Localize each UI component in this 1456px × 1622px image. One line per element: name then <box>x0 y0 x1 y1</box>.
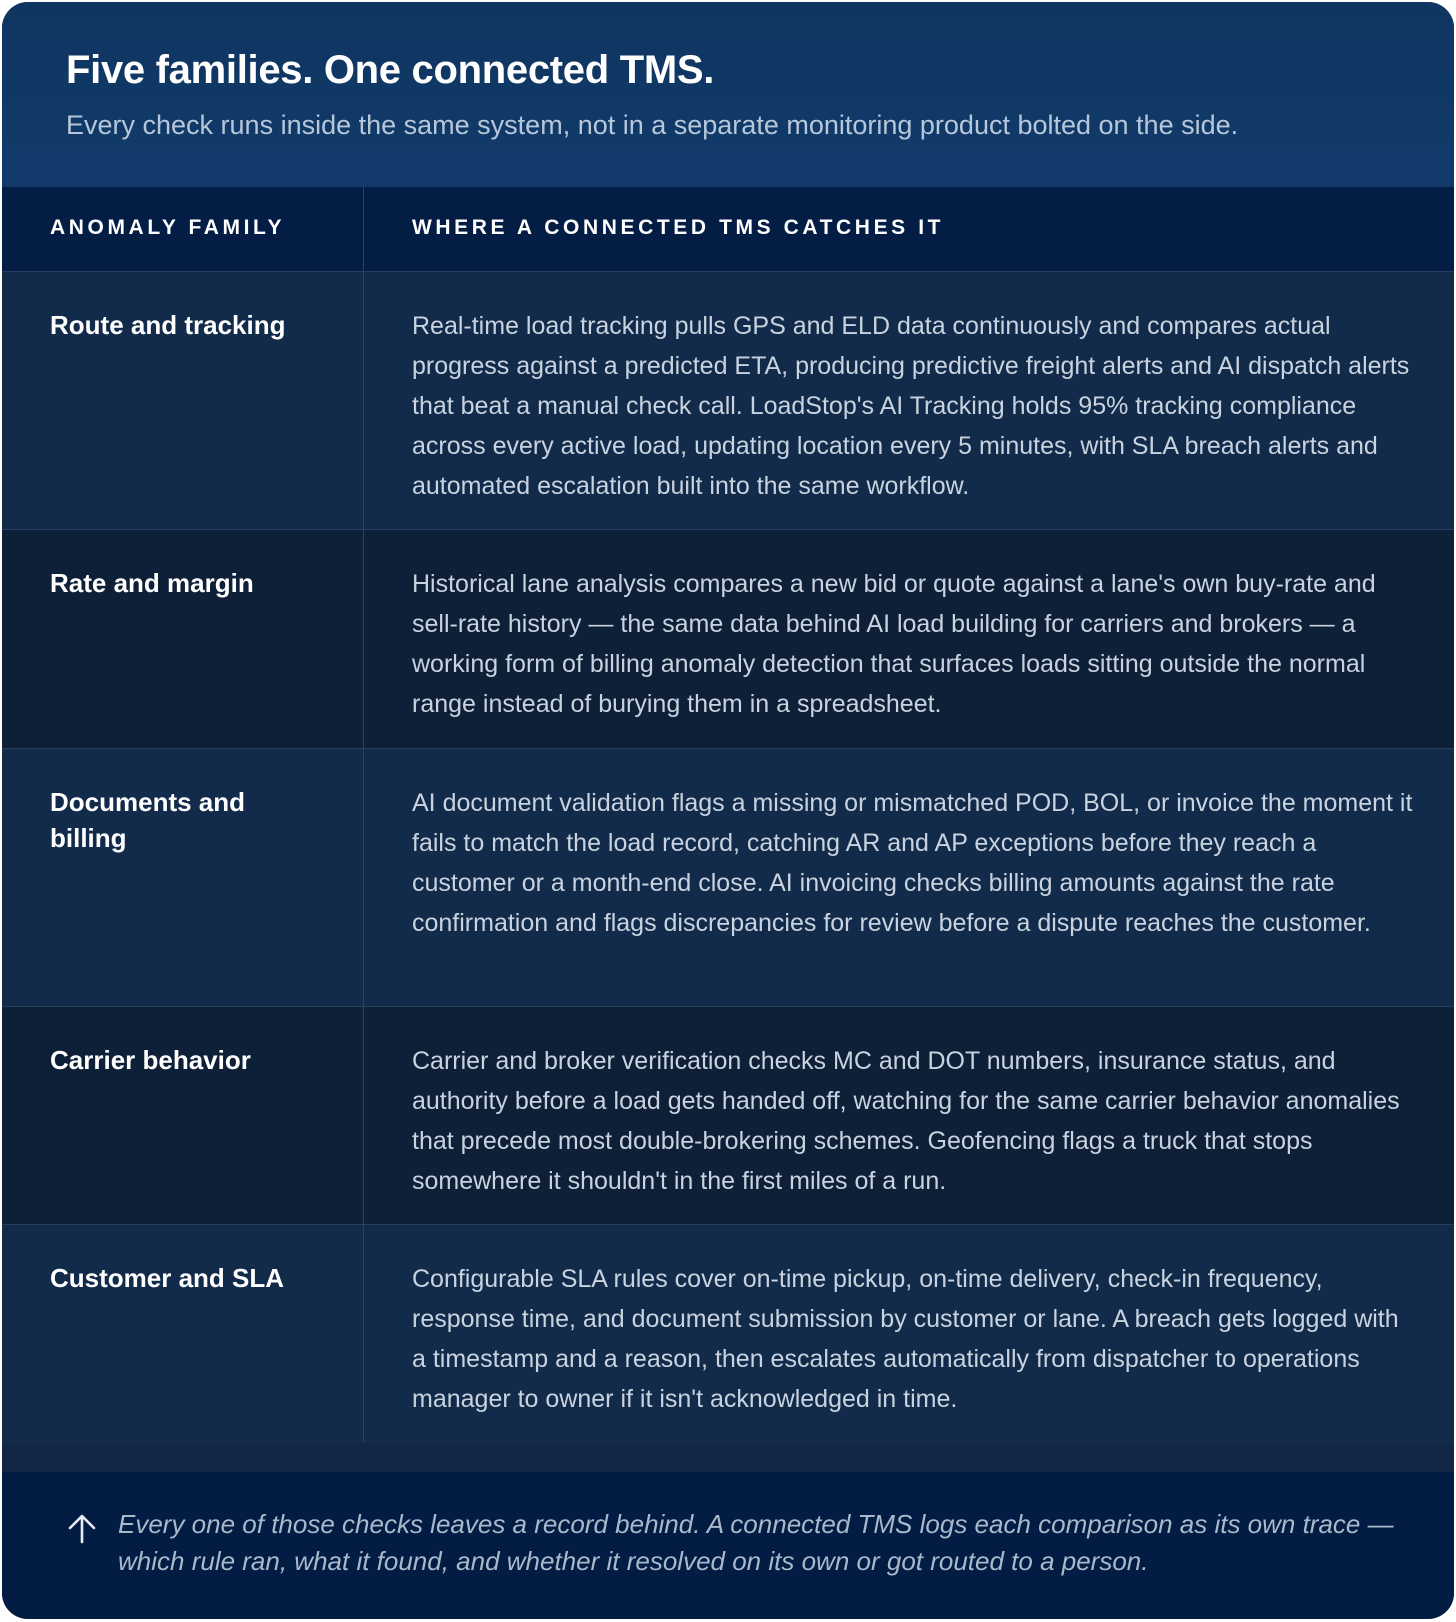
table-row <box>2 1007 1454 1225</box>
table-row <box>2 1225 1454 1443</box>
column-header-where-caught: WHERE A CONNECTED TMS CATCHES IT <box>412 216 945 239</box>
table-row <box>2 749 1454 1007</box>
anomaly-family-cell: Customer and SLA <box>2 1225 364 1443</box>
table-row <box>2 272 1454 530</box>
card-header <box>2 2 1454 187</box>
footer-note: Every one of those checks leaves a record behind. A connected TMS logs each comparison as its own trace — which rule ran, what it found, and whether it resolved on its own or got routed to a person. <box>118 1509 1394 1576</box>
description-cell: Configurable SLA rules cover on-time pickup, on-time delivery, check-in frequency, response time, and document submission by customer or lane. A breach gets logged with a timestamp and a reason, then escalates automatically from dispatcher to operations manager to owner if it isn't acknowledged in time. <box>412 1265 1399 1413</box>
description-cell: AI document validation flags a missing or mismatched POD, BOL, or invoice the moment it fails to match the load record, catching AR and AP exceptions before they reach a customer or a month-end close. AI invoicing checks billing amounts against the rate confirmation and flags discrepancies for review before a dispute reaches the customer. <box>412 789 1413 937</box>
description-cell: Carrier and broker verification checks MC and DOT numbers, insurance status, and authority before a load gets handed off, watching for the same carrier behavior anomalies that precede most double-brokering schemes. Geofencing flags a truck that stops somewhere it shouldn't in the first miles of a run. <box>412 1047 1400 1195</box>
anomaly-family-cell: Rate and margin <box>2 530 364 748</box>
column-header-anomaly-family: ANOMALY FAMILY <box>2 187 364 271</box>
card-title: Five families. One connected TMS. <box>66 48 715 92</box>
card-subtitle: Every check runs inside the same system, not in a separate monitoring product bolted on the side. <box>66 110 1239 140</box>
comparison-card <box>2 2 1454 1619</box>
description-cell: Historical lane analysis compares a new bid or quote against a lane's own buy-rate and sell-rate history — the same data behind AI load building for carriers and brokers — a working form of billing anomaly detection that surfaces loads sitting outside the normal range instead of burying them in a spreadsheet. <box>412 570 1376 718</box>
description-cell: Real-time load tracking pulls GPS and ELD data continuously and compares actual progress against a predicted ETA, producing predictive freight alerts and AI dispatch alerts that beat a manual check call. LoadStop's AI Tracking holds 95% tracking compliance across every active load, updating location every 5 minutes, with SLA breach alerts and automated escalation built into the same workflow. <box>412 312 1410 500</box>
card-footer <box>2 1472 1454 1619</box>
table-header <box>2 187 1454 272</box>
anomaly-family-cell: Carrier behavior <box>2 1007 364 1224</box>
anomaly-family-cell: Route and tracking <box>2 272 364 529</box>
arrow-up-icon <box>62 1508 102 1548</box>
table-row <box>2 530 1454 749</box>
anomaly-family-cell: Documents and billing <box>2 749 364 1006</box>
